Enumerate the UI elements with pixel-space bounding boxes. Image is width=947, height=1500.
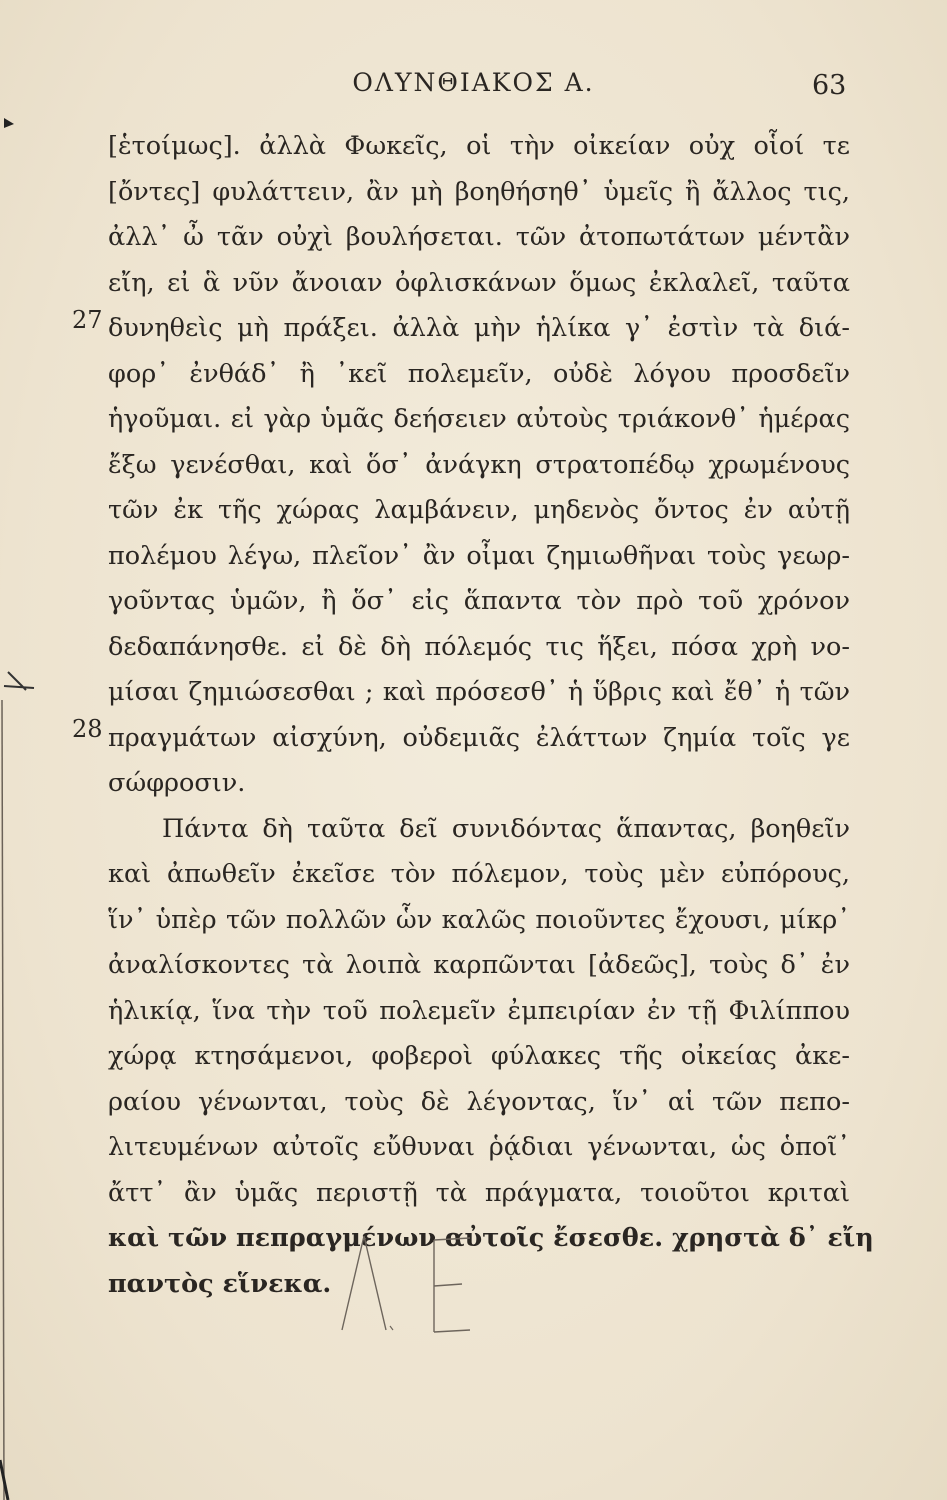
section-number-27: 27 <box>72 306 103 334</box>
text-line: πολέμου λέγω, πλεῖον᾽ ἂν οἶμαι ζημιωθῆναι τοὺς γεωρ- <box>108 540 850 571</box>
text-line: ἵν᾽ ὑπὲρ τῶν πολλῶν ὧν καλῶς ποιοῦντες ἔχουσι, μίκρ᾽ <box>108 904 850 935</box>
text-line: χώρᾳ κτησάμενοι, φοβεροὶ φύλακες τῆς οἰκείας ἀκε- <box>108 1041 850 1071</box>
text-line: μίσαι ζημιώσεσθαι ; καὶ πρόσεσθ᾽ ἡ ὕβρις καὶ ἔθ᾽ ἡ τῶν <box>108 677 850 707</box>
text-line: ραίου γένωνται, τοὺς δὲ λέγοντας, ἵν᾽ αἱ τῶν πεπο- <box>108 1086 850 1117</box>
text-line: παντὸς εἵνεκα. <box>108 1268 332 1299</box>
text-line: [ἑτοίμως]. ἀλλὰ Φωκεῖς, οἱ τὴν οἰκείαν οὐχ οἷοί τε <box>108 131 850 161</box>
text-line: ἀναλίσκοντες τὰ λοιπὰ καρπῶνται [ἀδεῶς], τοὺς δ᾽ ἐν <box>108 950 850 980</box>
text-line: δυνηθεὶς μὴ πράξει. ἀλλὰ μὴν ἡλίκα γ᾽ ἐστὶν τὰ διά- <box>108 313 850 343</box>
text-line: σώφροσιν. <box>108 768 246 798</box>
text-line: [ὄντες] φυλάττειν, ἂν μὴ βοηθήσηθ᾽ ὑμεῖς ἢ ἄλλος τις, <box>108 176 850 207</box>
text-line: ἔξω γενέσθαι, καὶ ὅσ᾽ ἀνάγκη στρατοπέδῳ χρωμένους <box>108 449 850 480</box>
text-line: Πάντα δὴ ταῦτα δεῖ συνιδόντας ἅπαντας, βοηθεῖν <box>162 813 850 844</box>
running-head-title: ΟΛΥΝΘΙΑΚΟΣ Α. <box>352 68 595 97</box>
text-line: γοῦντας ὑμῶν, ἢ ὅσ᾽ εἰς ἅπαντα τὸν πρὸ τοῦ χρόνον <box>108 586 850 616</box>
text-line: καὶ ἀπωθεῖν ἐκεῖσε τὸν πόλεμον, τοὺς μὲν εὐπόρους, <box>108 859 850 889</box>
text-line: πραγμάτων αἰσχύνη, οὐδεμιᾶς ἐλάττων ζημία τοῖς γε <box>108 722 850 753</box>
text-line: εἴη, εἰ ἃ νῦν ἄνοιαν ὀφλισκάνων ὅμως ἐκλαλεῖ, ταῦτα <box>108 267 850 298</box>
text-line: ἡλικίᾳ, ἵνα τὴν τοῦ πολεμεῖν ἐμπειρίαν ἐν τῇ Φιλίππου <box>108 995 850 1026</box>
text-line: φορ᾽ ἐνθάδ᾽ ἢ ᾽κεῖ πολεμεῖν, οὐδὲ λόγου προσδεῖν <box>108 358 850 389</box>
text-line: ἡγοῦμαι. εἰ γὰρ ὑμᾶς δεήσειεν αὐτοὺς τριάκονθ᾽ ἡμέρας <box>108 404 850 434</box>
greek-text-body <box>108 124 874 1307</box>
text-line: ἀλλ᾽ ὦ τᾶν οὐχὶ βουλήσεται. τῶν ἀτοπωτάτων μέντἂν <box>108 222 850 252</box>
text-line: ἄττ᾽ ἂν ὑμᾶς περιστῇ τὰ πράγματα, τοιοῦτοι κριταὶ <box>108 1177 850 1208</box>
text-line: τῶν ἐκ τῆς χώρας λαμβάνειν, μηδενὸς ὄντος ἐν αὐτῇ <box>108 495 850 525</box>
pencil-annotation <box>330 1230 480 1340</box>
text-line: δεδαπάνησθε. εἰ δὲ δὴ πόλεμός τις ἥξει, πόσα χρὴ νο- <box>108 631 850 662</box>
page-edge-marks <box>0 0 40 1500</box>
section-number-28: 28 <box>72 715 103 743</box>
page-number: 63 <box>812 70 847 101</box>
text-line: λιτευμένων αὐτοῖς εὔθυναι ῥᾴδιαι γένωνται, ὡς ὁποῖ᾽ <box>108 1132 850 1162</box>
text-line: καὶ τῶν πεπραγμένων αὐτοῖς ἔσεσθε. χρηστὰ δ᾽ εἴη <box>108 1223 874 1253</box>
